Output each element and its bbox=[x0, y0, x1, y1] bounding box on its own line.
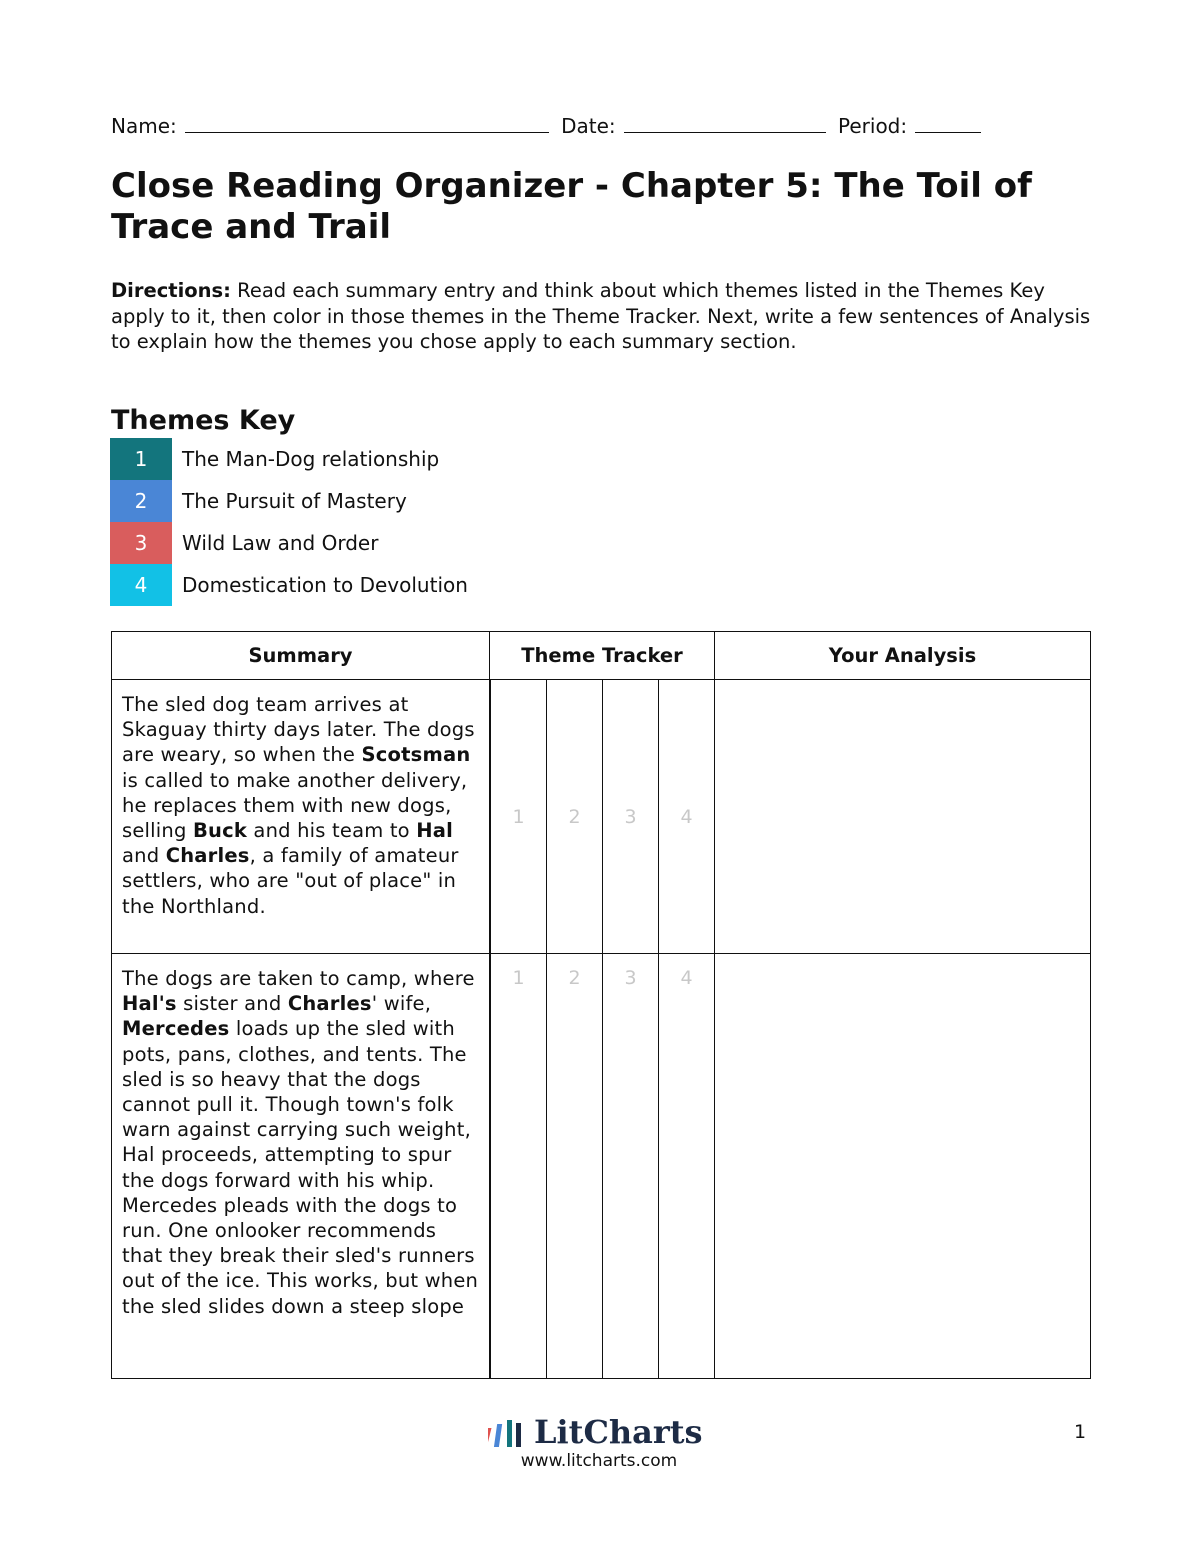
theme-tracker-box-4[interactable]: 4 bbox=[680, 805, 693, 828]
name-blank[interactable] bbox=[185, 112, 549, 133]
character-name: Scotsman bbox=[361, 743, 471, 767]
theme-tracker-box-3[interactable]: 3 bbox=[603, 680, 659, 953]
theme-swatch-4: 4 bbox=[110, 564, 172, 606]
summary-text: The sled dog team arrives at Skaguay thirty days later. The dogs are weary, so when the bbox=[122, 693, 475, 767]
student-info-line bbox=[111, 112, 1011, 139]
character-name: Charles bbox=[287, 992, 372, 1016]
theme-label-1: The Man-Dog relationship bbox=[182, 447, 440, 471]
character-name: Charles bbox=[165, 844, 250, 868]
logo-bar-3 bbox=[507, 1420, 512, 1447]
date-label: Date: bbox=[561, 114, 616, 138]
period-label: Period: bbox=[838, 114, 908, 138]
analysis-cell[interactable] bbox=[715, 954, 1091, 1379]
theme-label-4: Domestication to Devolution bbox=[182, 573, 468, 597]
theme-key-item bbox=[110, 522, 610, 564]
name-label: Name: bbox=[111, 114, 177, 138]
theme-tracker-box-1[interactable]: 1 bbox=[490, 954, 547, 1378]
directions-text: Read each summary entry and think about which themes listed in the Themes Key apply to it, then color in those themes in the Theme Tracker. Next, write a few sentences of Analysis to explain how the themes you chose apply to each summary section. bbox=[111, 279, 1091, 353]
theme-swatch-3: 3 bbox=[110, 522, 172, 564]
summary-text: and bbox=[122, 844, 166, 868]
directions-label: Directions: bbox=[111, 279, 231, 302]
character-name: Hal's bbox=[122, 992, 177, 1016]
theme-tracker-box-2[interactable]: 2 bbox=[547, 680, 603, 953]
organizer-table bbox=[111, 631, 1091, 1379]
litcharts-logo bbox=[488, 1412, 718, 1452]
theme-tracker-box-2[interactable]: 2 bbox=[547, 954, 603, 1378]
page-title: Close Reading Organizer - Chapter 5: The Toil of Trace and Trail bbox=[111, 166, 1032, 247]
logo-bar-2 bbox=[494, 1424, 502, 1447]
theme-tracker-cell bbox=[490, 680, 715, 954]
logo-bar-4 bbox=[516, 1423, 521, 1447]
summary-cell bbox=[112, 680, 490, 954]
footer-url[interactable]: www.litcharts.com bbox=[520, 1451, 678, 1471]
theme-label-3: Wild Law and Order bbox=[182, 531, 379, 555]
logo-wordmark: LitCharts bbox=[534, 1413, 703, 1451]
theme-tracker bbox=[490, 680, 714, 953]
summary-text: The dogs are taken to camp, where bbox=[122, 967, 475, 990]
table-row bbox=[112, 680, 1091, 954]
summary-text: is called to make another delivery, he replaces them with new dogs, selling bbox=[122, 768, 468, 843]
summary-text: loads up the sled with pots, pans, clothes, and tents. The sled is so heavy that the dogs cannot pull it. Though town's folk warn against carrying such weight, Hal proceeds, attempting to spur the dogs forward with his whip. Mercedes pleads with the dogs to run. One onlooker recommends that they break their sled's runners out of the ice. This works, but when the sled slides down a steep slope bbox=[122, 1017, 479, 1318]
summary-text: sister and bbox=[176, 992, 288, 1016]
table-row bbox=[112, 954, 1091, 1379]
analysis-cell[interactable] bbox=[715, 680, 1091, 954]
summary-text: and his team to bbox=[247, 819, 417, 843]
summary-cell bbox=[112, 954, 490, 1379]
themes-key bbox=[110, 438, 610, 606]
theme-tracker-box-3[interactable]: 3 bbox=[603, 954, 659, 1378]
page-number: 1 bbox=[1074, 1421, 1087, 1443]
table-header-row bbox=[112, 632, 1091, 680]
theme-label-2: The Pursuit of Mastery bbox=[182, 489, 407, 513]
summary-text: , a family of amateur settlers, who are "out of place" in the Northland. bbox=[122, 844, 459, 918]
logo-bar-1 bbox=[488, 1428, 492, 1447]
summary-text: ' wife, bbox=[371, 992, 432, 1016]
theme-swatch-2: 2 bbox=[110, 480, 172, 522]
date-blank[interactable] bbox=[624, 112, 826, 133]
theme-key-item bbox=[110, 564, 610, 606]
theme-tracker-box-4[interactable]: 4 bbox=[680, 967, 693, 989]
theme-key-item bbox=[110, 438, 610, 480]
theme-tracker-cell bbox=[490, 954, 715, 1379]
themes-key-heading: Themes Key bbox=[111, 405, 296, 436]
character-name: Mercedes bbox=[122, 1017, 230, 1041]
period-blank[interactable] bbox=[915, 112, 981, 133]
theme-tracker-header: Theme Tracker bbox=[490, 632, 715, 680]
character-name: Hal bbox=[416, 819, 453, 843]
directions bbox=[111, 278, 1091, 355]
character-name: Buck bbox=[192, 819, 248, 843]
analysis-header: Your Analysis bbox=[715, 632, 1091, 680]
theme-swatch-1: 1 bbox=[110, 438, 172, 480]
logo-bars-icon bbox=[488, 1418, 528, 1448]
theme-tracker bbox=[490, 954, 714, 1378]
theme-tracker-box-1[interactable]: 1 bbox=[490, 680, 547, 953]
summary-header: Summary bbox=[112, 632, 490, 680]
theme-key-item bbox=[110, 480, 610, 522]
